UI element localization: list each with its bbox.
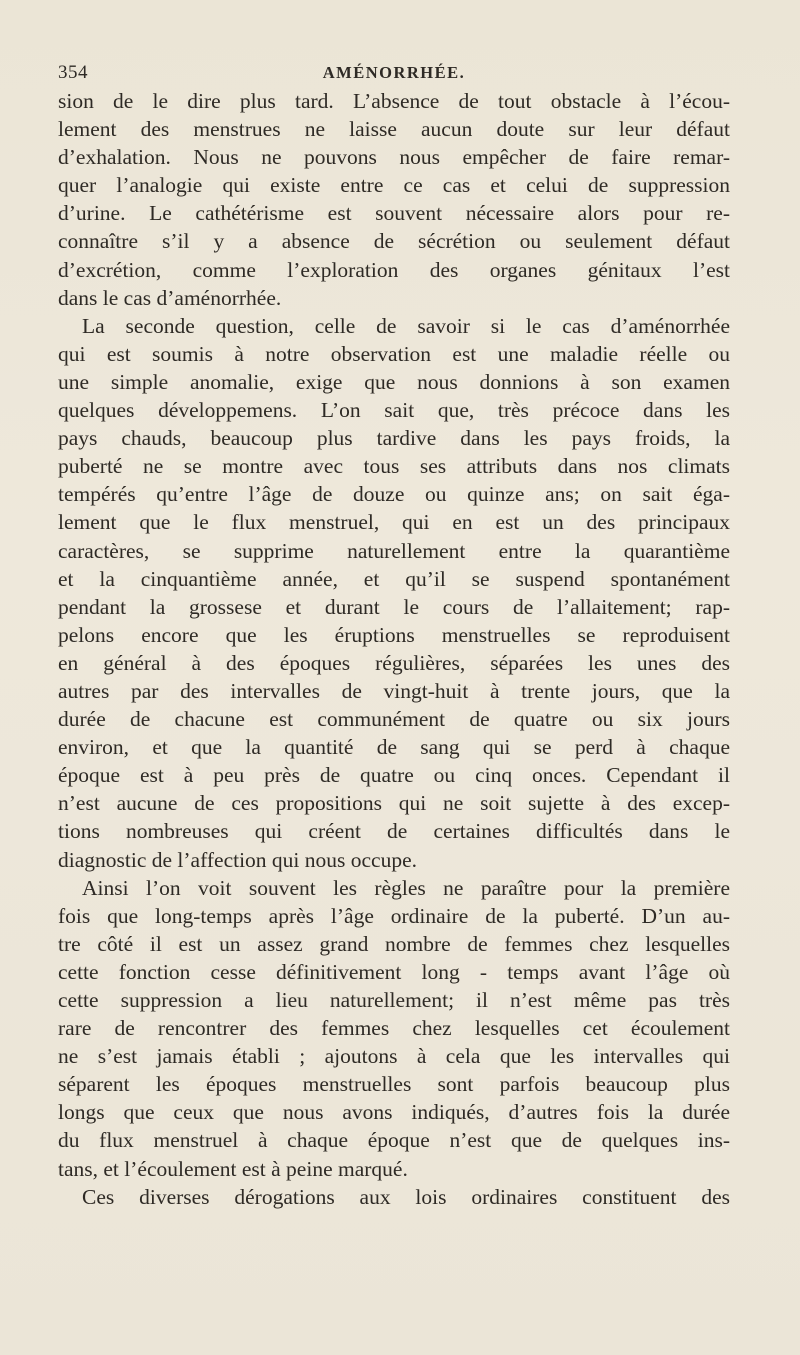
text-line: durée de chacune est communément de quatre ou six jours [58, 707, 730, 732]
text-line: quelques développemens. L’on sait que, très précoce dans les [58, 398, 730, 423]
body-text [58, 87, 730, 1211]
text-line: longs que ceux que nous avons indiqués, d’autres fois la durée [58, 1100, 730, 1125]
text-line: en général à des époques régulières, séparées les unes des [58, 650, 730, 675]
text-line: n’est aucune de ces propositions qui ne soit sujette à des excep- [58, 791, 730, 816]
text-line: pendant la grossese et durant le cours de l’allaitement; rap- [58, 594, 730, 619]
text-line: tempérés qu’entre l’âge de douze ou quinze ans; on sait éga- [58, 482, 730, 507]
paragraph [58, 87, 730, 312]
text-line: qui est soumis à notre observation est une maladie réelle ou [58, 341, 730, 366]
running-title: AMÉNORRHÉE. [322, 63, 466, 82]
paragraph [58, 874, 730, 1183]
text-line: d’urine. Le cathétérisme est souvent nécessaire alors pour re- [58, 201, 730, 226]
text-line: cette suppression a lieu naturellement; il n’est même pas très [58, 988, 730, 1012]
text-line: pays chauds, beaucoup plus tardive dans les pays froids, la [58, 426, 730, 451]
text-line: du flux menstruel à chaque époque n’est que de quelques ins- [58, 1128, 730, 1153]
paragraph [58, 312, 730, 874]
text-line: environ, et que la quantité de sang qui se perd à chaque [58, 735, 730, 760]
text-line: La seconde question, celle de savoir si le cas d’aménorrhée [82, 313, 730, 338]
text-line: caractères, se supprime naturellement entre la quarantième [58, 538, 730, 563]
text-line: diagnostic de l’affection qui nous occupe. [58, 847, 418, 872]
text-line: d’excrétion, comme l’exploration des organes génitaux l’est [58, 257, 730, 282]
text-line: Ces diverses dérogations aux lois ordinaires constituent des [82, 1184, 730, 1209]
page-header [58, 62, 730, 88]
text-line: fois que long-temps après l’âge ordinaire de la puberté. D’un au- [58, 903, 730, 928]
page-number: 354 [58, 62, 88, 83]
text-line: séparent les époques menstruelles sont parfois beaucoup plus [58, 1072, 730, 1097]
text-line: cette fonction cesse définitivement long - temps avant l’âge où [58, 959, 730, 984]
text-line: dans le cas d’aménorrhée. [58, 285, 282, 310]
text-line: une simple anomalie, exige que nous donnions à son examen [58, 369, 730, 394]
text-line: Ainsi l’on voit souvent les règles ne paraître pour la première [82, 875, 730, 900]
text-line: connaître s’il y a absence de sécrétion ou seulement défaut [58, 229, 730, 254]
text-line: et la cinquantième année, et qu’il se suspend spontanément [58, 566, 730, 591]
text-line: ne s’est jamais établi ; ajoutons à cela que les intervalles qui [58, 1044, 730, 1069]
text-line: rare de rencontrer des femmes chez lesquelles cet écoulement [58, 1016, 730, 1041]
text-line: lement des menstrues ne laisse aucun doute sur leur défaut [58, 117, 730, 142]
text-line: tions nombreuses qui créent de certaines difficultés dans le [58, 819, 730, 844]
text-line: pelons encore que les éruptions menstruelles se reproduisent [58, 622, 730, 647]
text-line: tans, et l’écoulement est à peine marqué. [58, 1156, 408, 1181]
text-line: époque est à peu près de quatre ou cinq onces. Cependant il [58, 763, 730, 788]
text-line: d’exhalation. Nous ne pouvons nous empêcher de faire remar- [58, 145, 730, 170]
text-line: autres par des intervalles de vingt-huit à trente jours, que la [58, 678, 730, 703]
text-line: lement que le flux menstruel, qui en est un des principaux [58, 510, 730, 535]
text-line: tre côté il est un assez grand nombre de femmes chez lesquelles [58, 931, 730, 956]
paragraph [58, 1183, 730, 1211]
text-line: sion de le dire plus tard. L’absence de tout obstacle à l’écou- [58, 89, 730, 113]
text-line: quer l’analogie qui existe entre ce cas et celui de suppression [58, 173, 730, 198]
text-line: puberté ne se montre avec tous ses attributs dans nos climats [58, 454, 730, 479]
